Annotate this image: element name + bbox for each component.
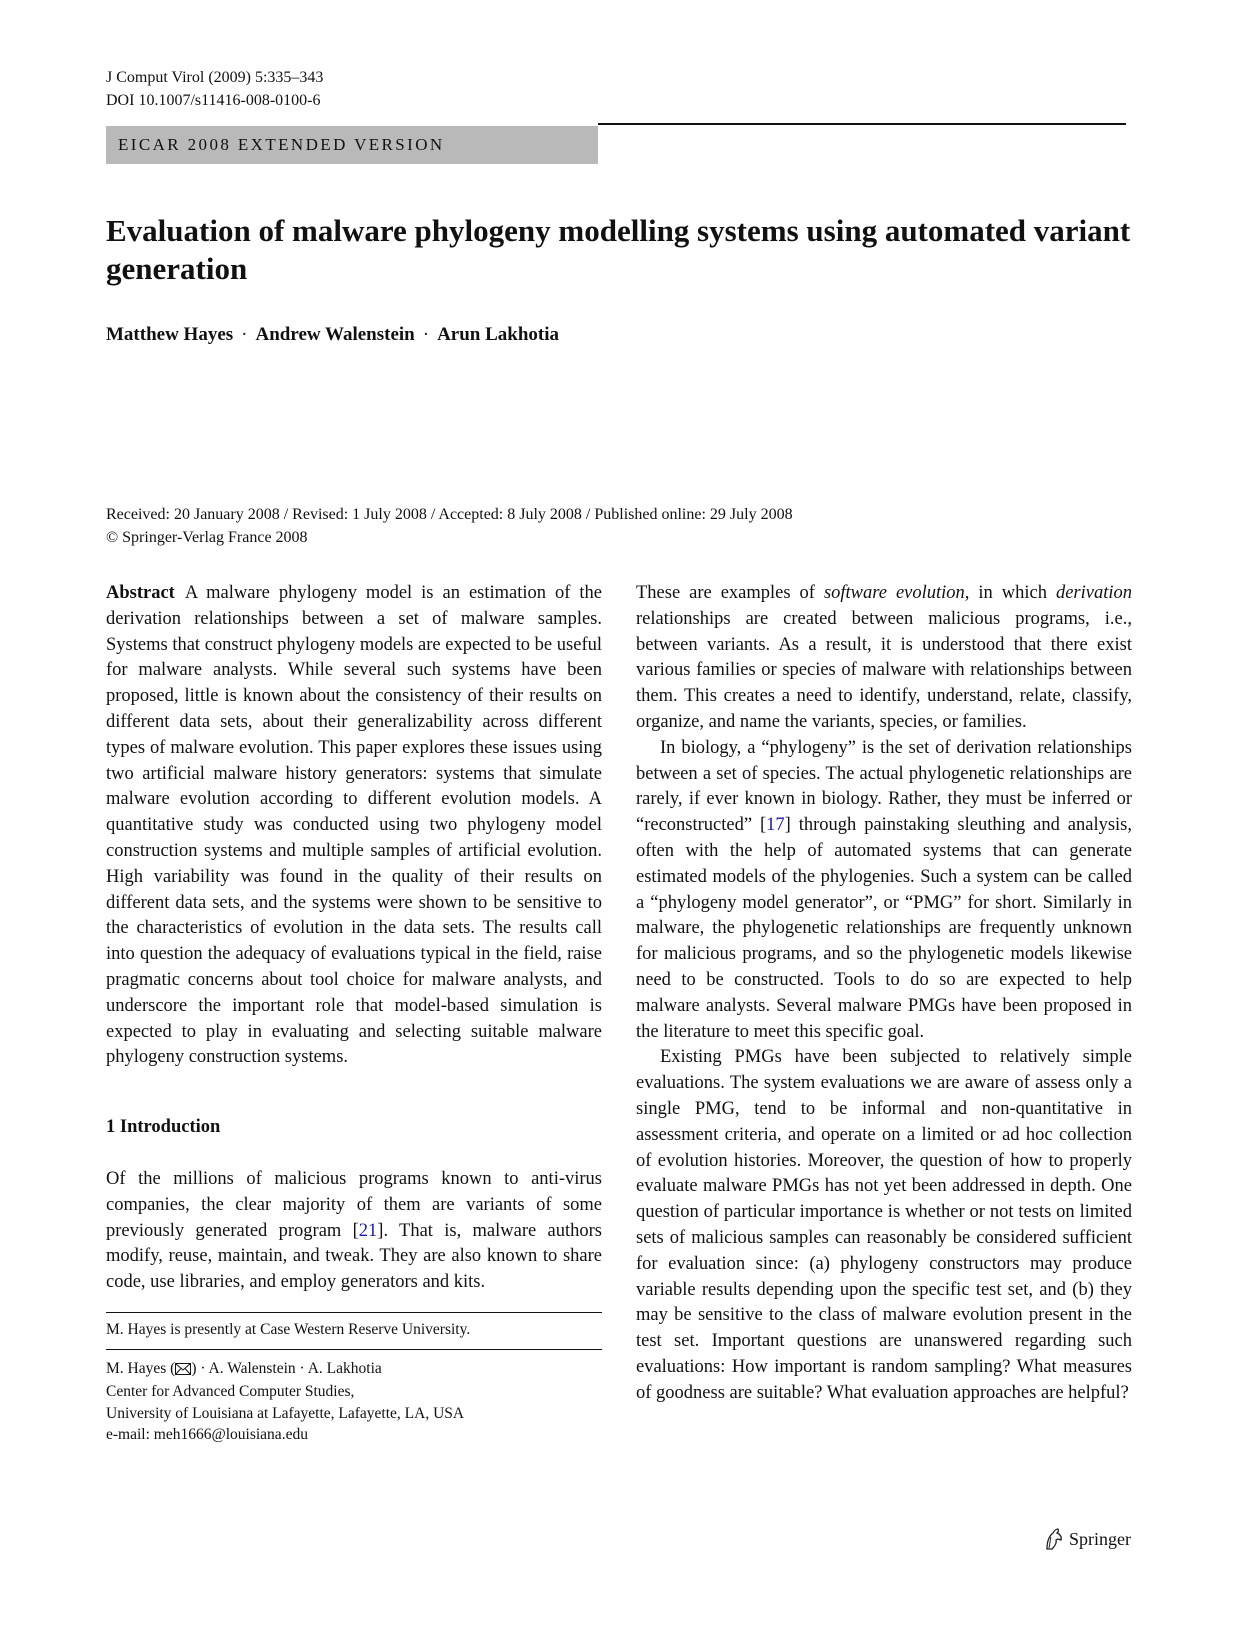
affiliation-text: M. Hayes ( (106, 1359, 176, 1377)
paragraph-text: Of the millions of malicious programs known to anti-virus companies, the clear majority of them are variants of some previously generated program [ (106, 1168, 602, 1241)
right-column (636, 581, 1132, 1407)
paragraph-text: These are examples of (636, 583, 824, 603)
abstract-heading: Abstract (106, 583, 175, 603)
citation-link[interactable]: 17 (766, 815, 785, 836)
left-column (106, 581, 602, 1446)
footnote: M. Hayes is presently at Case Western Reserve University. (106, 1320, 471, 1338)
envelope-icon (175, 1360, 191, 1382)
body-paragraph (636, 736, 1132, 1046)
author-list (106, 324, 559, 346)
affiliation-authors (106, 1358, 602, 1382)
publisher-name: Springer (1069, 1528, 1131, 1549)
paragraph-text: ]. That is, malware authors modify, reuse, maintain, and tweak. They are also known to share code, use libraries, and employ generators and kits. (106, 1220, 602, 1293)
paragraph-text: , in which (964, 583, 1056, 603)
publisher-logo (1043, 1527, 1131, 1551)
affiliation-text: ) · A. Walenstein · A. Lakhotia (191, 1359, 382, 1377)
author-separator: · (422, 324, 430, 345)
springer-horse-icon (1043, 1527, 1065, 1551)
copyright-line: © Springer-Verlag France 2008 (106, 529, 308, 546)
section-heading: 1 Introduction (106, 1117, 221, 1138)
received-dates: Received: 20 January 2008 / Revised: 1 July 2008 / Accepted: 8 July 2008 / Published online: 29 July 2008 (106, 506, 793, 523)
doi-line: DOI 10.1007/s11416-008-0100-6 (106, 92, 321, 109)
body-paragraph (636, 581, 1132, 736)
affiliation-center: Center for Advanced Computer Studies, (106, 1383, 355, 1401)
journal-reference (106, 66, 323, 112)
affiliation-university: University of Louisiana at Lafayette, Lafayette, LA, USA (106, 1404, 465, 1422)
abstract (106, 581, 602, 1071)
author-name: Arun Lakhotia (437, 324, 560, 345)
author-name: Andrew Walenstein (255, 324, 415, 345)
abstract-text: A malware phylogeny model is an estimation of the derivation relationships between a set of malware samples. Systems that construct phylogeny models are expected to be useful for malware analysts. While several such systems have been proposed, little is known about the consistency of their results on different data sets, about their generalizability across different types of malware evolution. This paper explores these issues using two artificial malware history generators: systems that simulate malware evolution according to different evolution models. A quantitative study was conducted using two phylogeny model construction systems and multiple samples of artificial evolution. High variability was found in the quality of their results on different data sets, and the systems were shown to be sensitive to the characteristics of evolution in the data sets. The results call into question the adequacy of evaluations typical in the field, raise pragmatic concerns about tool choice for malware analysts, and underscore the important role that model-based simulation is expected to play in evaluating and selecting suitable malware phylogeny construction systems. (106, 583, 602, 1068)
author-affiliation (106, 1350, 602, 1446)
journal-citation-line: J Comput Virol (2009) 5:335–343 (106, 69, 324, 86)
emphasis-text: derivation (1055, 583, 1132, 603)
paper-title: Evaluation of malware phylogeny modelling systems using automated variant generation (106, 213, 1131, 286)
affiliation-email: e-mail: meh1666@louisiana.edu (106, 1426, 308, 1444)
header-rule (598, 123, 1126, 125)
paragraph-text: ] through painstaking sleuthing and analysis, often with the help of automated systems that can generate estimated models of the phylogenies. Such a system can be called a “phylogeny model generator”, or “PMG” for short. Similarly in malware, the phylogenetic relationships are frequently unknown for malicious programs, and so the phylogenetic models likewise need to be constructed. Tools to do so are expected to help malware analysts. Several malware PMGs have been proposed in the literature to meet this specific goal. (636, 815, 1132, 1042)
emphasis-text: software evolution (823, 583, 965, 603)
author-separator: · (241, 324, 248, 345)
citation-link[interactable]: 21 (358, 1220, 378, 1241)
publication-history (106, 503, 793, 549)
author-name: Matthew Hayes (106, 324, 234, 345)
section-band: EICAR 2008 EXTENDED VERSION (106, 126, 598, 164)
intro-paragraph (106, 1167, 602, 1296)
body-paragraph: Existing PMGs have been subjected to relatively simple evaluations. The system evaluations we are aware of assess only a single PMG, tend to be informal and non-quantitative in assessment criteria, and operate on a limited or ad hoc collection of evolution histories. Moreover, the question of how to properly evaluate malware PMGs has not yet been addressed in depth. One question of particular importance is whether or not tests on limited sets of malicious samples can reasonably be considered sufficient for evaluation since: (a) phylogeny constructors may produce variable results depending upon the specific test set, and (b) they may be sensitive to the class of malware evolution present in the test set. Important questions are unanswered regarding such evaluations: How important is random sampling? What measures of goodness are suitable? What evaluation approaches are helpful? (636, 1047, 1132, 1403)
paragraph-text: In biology, a “phylogeny” is the set of derivation relationships between a set of species. The actual phylogenetic relationships are rarely, if ever known in biology. Rather, they must be inferred or “reconstructed” [ (636, 737, 1132, 836)
paragraph-text: relationships are created between malicious programs, i.e., between variants. As a result, it is understood that there exist various families or species of malware with relationships between them. This creates a need to identify, understand, relate, classify, organize, and name the variants, species, or families. (636, 608, 1132, 732)
